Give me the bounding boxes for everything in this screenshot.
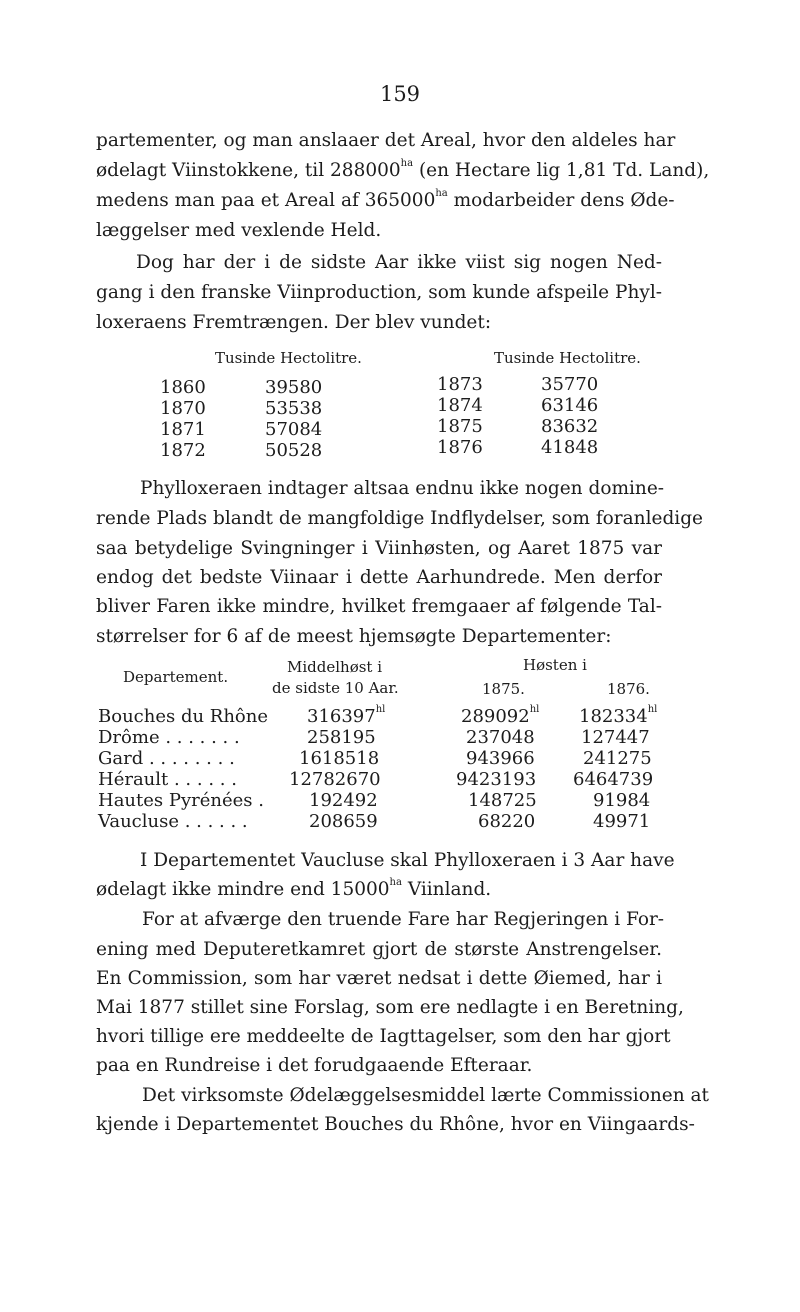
table-cell-value: 57084 xyxy=(265,419,323,440)
table-cell-department: Gard . . . . . . . . xyxy=(98,748,235,769)
text-line: loxeraens Fremtrængen. Der blev vundet: xyxy=(96,312,492,333)
unit-superscript: hl xyxy=(375,704,386,715)
text-line: partementer, og man anslaaer det Areal, hvor den aldeles har xyxy=(96,130,676,151)
text-segment: (en Hectare lig 1,81 Td. Land), xyxy=(413,160,710,181)
column-header-1876: 1876. xyxy=(607,680,650,698)
text-line: bliver Faren ikke mindre, hvilket fremgaaer af følgende Tal- xyxy=(96,596,662,617)
text-line: Dog har der i de sidste Aar ikke viist sig nogen Ned- xyxy=(136,252,662,273)
unit-superscript: ha xyxy=(435,188,448,199)
table-cell-year: 1873 xyxy=(437,374,483,395)
table-cell-department: Hautes Pyrénées . xyxy=(98,790,264,811)
table-header-right: Tusinde Hectolitre. xyxy=(494,349,641,367)
table-cell-average: 208659 xyxy=(309,811,378,832)
table-cell-value: 182334 xyxy=(579,706,648,727)
text-line: Det virksomste Ødelæggelsesmiddel lærte Commissionen at xyxy=(142,1085,709,1106)
text-line: En Commission, som har været nedsat i dette Øiemed, har i xyxy=(96,968,662,989)
table-cell-value: 53538 xyxy=(265,398,323,419)
text-line: hvori tillige ere meddeelte de Iagttagelser, som den har gjort xyxy=(96,1026,671,1047)
text-line: Phylloxeraen indtager altsaa endnu ikke nogen domine- xyxy=(140,478,665,499)
text-line: For at afværge den truende Fare har Regjeringen i For- xyxy=(142,909,665,930)
text-line: saa betydelige Svingninger i Viinhøsten, og Aaret 1875 var xyxy=(96,538,662,559)
table-cell-department: Vaucluse . . . . . . xyxy=(98,811,248,832)
table-cell-value: 316397 xyxy=(307,706,376,727)
table-cell-average: 12782670 xyxy=(289,769,381,790)
table-cell-1875: 237048 xyxy=(466,727,535,748)
table-cell-1876: 241275 xyxy=(583,748,652,769)
text-line: paa en Rundreise i det forudgaaende Efteraar. xyxy=(96,1055,533,1076)
page-number: 159 xyxy=(379,82,421,106)
table-cell-1876 xyxy=(579,706,657,727)
text-segment: ødelagt Viinstokkene, til 288000 xyxy=(96,160,401,181)
table-cell-average: 1618518 xyxy=(299,748,380,769)
unit-superscript: hl xyxy=(647,704,658,715)
table-cell-average: 258195 xyxy=(307,727,376,748)
table-cell-department: Bouches du Rhône xyxy=(98,706,269,727)
text-line: rende Plads blandt de mangfoldige Indflydelser, som foranledige xyxy=(96,508,704,529)
text-line: gang i den franske Viinproduction, som kunde afspeile Phyl- xyxy=(96,282,662,303)
table-cell-year: 1874 xyxy=(437,395,483,416)
table-cell-value: 50528 xyxy=(265,440,323,461)
table-cell-1875: 943966 xyxy=(466,748,535,769)
table-cell-value: 83632 xyxy=(541,416,599,437)
table-cell-1875 xyxy=(461,706,539,727)
text-segment: Viinland. xyxy=(401,879,492,900)
table-cell-value: 289092 xyxy=(461,706,530,727)
table-cell-1876: 127447 xyxy=(581,727,650,748)
text-line: Mai 1877 stillet sine Forslag, som ere nedlagte i en Beretning, xyxy=(96,997,684,1018)
table-cell-year: 1870 xyxy=(160,398,206,419)
text-line xyxy=(96,188,675,211)
table-cell-value: 35770 xyxy=(541,374,599,395)
text-line: I Departementet Vaucluse skal Phylloxeraen i 3 Aar have xyxy=(140,850,675,871)
table-cell-1876: 91984 xyxy=(593,790,651,811)
table-cell-year: 1872 xyxy=(160,440,206,461)
table-cell-department: Drôme . . . . . . . xyxy=(98,727,240,748)
table-cell-average xyxy=(307,706,385,727)
text-line: størrelser for 6 af de meest hjemsøgte Departementer: xyxy=(96,626,612,647)
unit-superscript: hl xyxy=(529,704,540,715)
column-header-average: Middelhøst i xyxy=(287,658,383,676)
table-cell-value: 63146 xyxy=(541,395,599,416)
unit-superscript: ha xyxy=(400,158,414,169)
table-cell-average: 192492 xyxy=(309,790,378,811)
table-cell-1876: 49971 xyxy=(593,811,651,832)
table-cell-value: 39580 xyxy=(265,377,323,398)
table-header-left: Tusinde Hectolitre. xyxy=(215,349,362,367)
table-cell-year: 1875 xyxy=(437,416,483,437)
text-line: læggelser med vexlende Held. xyxy=(96,220,382,241)
table-cell-1875: 9423193 xyxy=(456,769,537,790)
table-cell-year: 1876 xyxy=(437,437,483,458)
table-cell-year: 1860 xyxy=(160,377,206,398)
column-header-harvest: Høsten i xyxy=(523,656,587,674)
text-segment: ødelagt ikke mindre end 15000 xyxy=(96,879,390,900)
column-header-average-sub: de sidste 10 Aar. xyxy=(272,679,399,697)
table-cell-1875: 148725 xyxy=(468,790,537,811)
table-cell-1876: 6464739 xyxy=(573,769,654,790)
table-cell-department: Hérault . . . . . . xyxy=(98,769,237,790)
text-line xyxy=(96,158,710,181)
text-line: endog det bedste Viinaar i dette Aarhundrede. Men derfor xyxy=(96,567,662,588)
unit-superscript: ha xyxy=(389,877,402,888)
text-line: kjende i Departementet Bouches du Rhône, hvor en Viingaards- xyxy=(96,1114,695,1135)
text-segment: modarbeider dens Øde- xyxy=(447,190,675,211)
text-line: ening med Deputeretkamret gjort de største Anstrengelser. xyxy=(96,939,662,960)
text-line xyxy=(96,879,662,900)
column-header-department: Departement. xyxy=(123,668,229,686)
text-segment: medens man paa et Areal af 365000 xyxy=(96,190,436,211)
column-header-1875: 1875. xyxy=(482,680,525,698)
table-cell-1875: 68220 xyxy=(478,811,536,832)
table-cell-value: 41848 xyxy=(541,437,599,458)
table-cell-year: 1871 xyxy=(160,419,206,440)
